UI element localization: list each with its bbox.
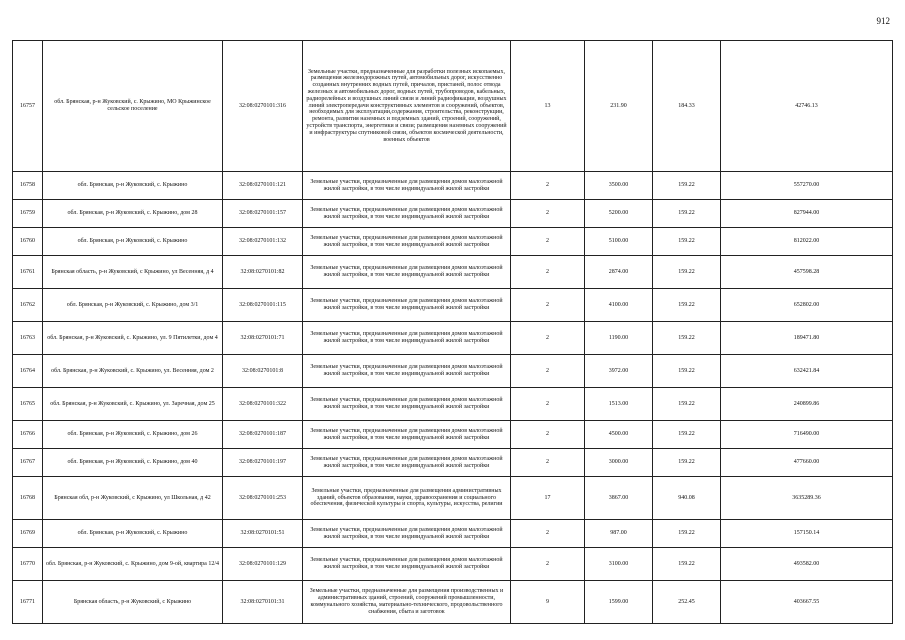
table-row [13, 548, 893, 581]
land-use-cell: Земельные участки, предназначенные для размещения производственных и административных зданий, строений, сооружений промышленности, коммунального хозяйства, материально-технического, продовольственного снабжения, сбыта и заготовок [303, 581, 511, 624]
land-use-cell: Земельные участки, предназначенные для размещения домов малоэтажной жилой застройки, в том числе индивидуальной жилой застройки [303, 256, 511, 289]
specific-value-cell: 159.22 [653, 388, 721, 421]
land-use-cell: Земельные участки, предназначенные для размещения домов малоэтажной жилой застройки, в том числе индивидуальной жилой застройки [303, 520, 511, 548]
specific-value-cell: 159.22 [653, 421, 721, 449]
land-use-cell: Земельные участки, предназначенные для размещения домов малоэтажной жилой застройки, в том числе индивидуальной жилой застройки [303, 355, 511, 388]
specific-value-cell: 159.22 [653, 449, 721, 477]
row-id-cell: 16760 [13, 228, 43, 256]
table-row [13, 41, 893, 172]
cadastral-number-cell: 32:08:0270101:129 [223, 548, 303, 581]
area-cell: 3500.00 [585, 172, 653, 200]
cadastral-number-cell: 32:08:0270101:187 [223, 421, 303, 449]
use-code-cell: 2 [511, 289, 585, 322]
land-use-cell: Земельные участки, предназначенные для размещения домов малоэтажной жилой застройки, в том числе индивидуальной жилой застройки [303, 421, 511, 449]
cadastral-value-cell: 157150.14 [721, 520, 893, 548]
area-cell: 3000.00 [585, 449, 653, 477]
specific-value-cell: 184.33 [653, 41, 721, 172]
area-cell: 5200.00 [585, 200, 653, 228]
table-row [13, 256, 893, 289]
cadastral-value-cell: 42746.13 [721, 41, 893, 172]
cadastral-number-cell: 32:08:0270101:316 [223, 41, 303, 172]
use-code-cell: 2 [511, 388, 585, 421]
address-cell: обл. Брянская, р-н Жуковский, с. Крыжино [43, 228, 223, 256]
use-code-cell: 17 [511, 477, 585, 520]
use-code-cell: 2 [511, 548, 585, 581]
area-cell: 1513.00 [585, 388, 653, 421]
row-id-cell: 16770 [13, 548, 43, 581]
row-id-cell: 16757 [13, 41, 43, 172]
use-code-cell: 2 [511, 355, 585, 388]
specific-value-cell: 159.22 [653, 228, 721, 256]
area-cell: 5100.00 [585, 228, 653, 256]
cadastral-value-cell: 189471.80 [721, 322, 893, 355]
row-id-cell: 16766 [13, 421, 43, 449]
cadastral-value-cell: 3635289.36 [721, 477, 893, 520]
area-cell: 987.00 [585, 520, 653, 548]
cadastral-value-cell: 403667.55 [721, 581, 893, 624]
area-cell: 1599.00 [585, 581, 653, 624]
area-cell: 1190.00 [585, 322, 653, 355]
use-code-cell: 2 [511, 256, 585, 289]
specific-value-cell: 159.22 [653, 548, 721, 581]
row-id-cell: 16762 [13, 289, 43, 322]
area-cell: 2874.00 [585, 256, 653, 289]
land-use-cell: Земельные участки, предназначенные для размещения домов малоэтажной жилой застройки, в том числе индивидуальной жилой застройки [303, 322, 511, 355]
use-code-cell: 2 [511, 322, 585, 355]
specific-value-cell: 940.08 [653, 477, 721, 520]
cadastral-number-cell: 32:08:0270101:253 [223, 477, 303, 520]
cadastral-number-cell: 32:08:0270101:71 [223, 322, 303, 355]
table-row [13, 477, 893, 520]
row-id-cell: 16765 [13, 388, 43, 421]
cadastral-number-cell: 32:08:0270101:157 [223, 200, 303, 228]
cadastral-number-cell: 32:08:0270101:82 [223, 256, 303, 289]
use-code-cell: 2 [511, 172, 585, 200]
row-id-cell: 16769 [13, 520, 43, 548]
address-cell: Брянская область, р-н Жуковский, с Крыжино [43, 581, 223, 624]
area-cell: 3100.00 [585, 548, 653, 581]
row-id-cell: 16759 [13, 200, 43, 228]
use-code-cell: 9 [511, 581, 585, 624]
use-code-cell: 13 [511, 41, 585, 172]
specific-value-cell: 159.22 [653, 256, 721, 289]
cadastral-value-cell: 240899.86 [721, 388, 893, 421]
table-row [13, 322, 893, 355]
land-use-cell: Земельные участки, предназначенные для разработки полезных ископаемых, размещения железнодорожных путей, автомобильных дорог, искусственно созданных внутренних водных путей, причалов, пристаней, полос отвода железных и автомобильных дорог, водных путей, трубопроводов, кабельных, радиорелейных и воздушных линий связи и линий радиофикации, воздушных линий электропередачи конструктивных элементов и сооружений, объектов, необходимых для эксплуатации,содержания, строительства, реконструкции, ремонта, развития наземных и подземных зданий, строений, сооружений, устройств транспорта, энергетики и связи; размещения наземных сооружений и инфраструктуры спутниковой связи, объектов космической деятельности, военных объектов [303, 41, 511, 172]
address-cell: Брянская область, р-н Жуковский, с Крыжино, ул Весенняя, д 4 [43, 256, 223, 289]
specific-value-cell: 159.22 [653, 289, 721, 322]
cadastral-value-cell: 493582.00 [721, 548, 893, 581]
address-cell: обл. Брянская, р-н Жуковский, с. Крыжино, дом 9-ой, квартира 12/4 [43, 548, 223, 581]
row-id-cell: 16763 [13, 322, 43, 355]
cadastral-value-cell: 812022.00 [721, 228, 893, 256]
cadastral-number-cell: 32:08:0270101:115 [223, 289, 303, 322]
land-use-cell: Земельные участки, предназначенные для размещения домов малоэтажной жилой застройки, в том числе индивидуальной жилой застройки [303, 172, 511, 200]
row-id-cell: 16767 [13, 449, 43, 477]
specific-value-cell: 159.22 [653, 520, 721, 548]
cadastral-value-cell: 557270.00 [721, 172, 893, 200]
use-code-cell: 2 [511, 200, 585, 228]
specific-value-cell: 252.45 [653, 581, 721, 624]
table-row [13, 581, 893, 624]
use-code-cell: 2 [511, 520, 585, 548]
use-code-cell: 2 [511, 449, 585, 477]
land-use-cell: Земельные участки, предназначенные для размещения домов малоэтажной жилой застройки, в том числе индивидуальной жилой застройки [303, 228, 511, 256]
use-code-cell: 2 [511, 421, 585, 449]
row-id-cell: 16758 [13, 172, 43, 200]
area-cell: 3867.00 [585, 477, 653, 520]
address-cell: обл. Брянская, р-н Жуковский, с. Крыжино [43, 520, 223, 548]
cadastral-value-cell: 632421.84 [721, 355, 893, 388]
cadastral-value-cell: 652802.00 [721, 289, 893, 322]
land-use-cell: Земельные участки, предназначенные для размещения домов малоэтажной жилой застройки, в том числе индивидуальной жилой застройки [303, 388, 511, 421]
address-cell: обл. Брянская, р-н Жуковский, с. Крыжино, ул. Заречная, дом 25 [43, 388, 223, 421]
land-use-cell: Земельные участки, предназначенные для размещения административных зданий, объектов образования, науки, здравоохранения и социального обеспечения, физической культуры и спорта, культуры, искусства, религии [303, 477, 511, 520]
use-code-cell: 2 [511, 228, 585, 256]
land-use-cell: Земельные участки, предназначенные для размещения домов малоэтажной жилой застройки, в том числе индивидуальной жилой застройки [303, 548, 511, 581]
area-cell: 231.90 [585, 41, 653, 172]
table-row [13, 421, 893, 449]
land-use-cell: Земельные участки, предназначенные для размещения домов малоэтажной жилой застройки, в том числе индивидуальной жилой застройки [303, 289, 511, 322]
address-cell: обл. Брянская, р-н Жуковский, с. Крыжино, дом 40 [43, 449, 223, 477]
cadastral-number-cell: 32:08:0270101:51 [223, 520, 303, 548]
address-cell: обл. Брянская, р-н Жуковский, с. Крыжино, ул. Весенняя, дом 2 [43, 355, 223, 388]
cadastral-number-cell: 32:08:0270101:31 [223, 581, 303, 624]
address-cell: обл. Брянская, р-н Жуковский, с. Крыжино, дом 28 [43, 200, 223, 228]
cadastral-value-table [12, 40, 893, 624]
table-row [13, 200, 893, 228]
cadastral-value-cell: 477660.00 [721, 449, 893, 477]
specific-value-cell: 159.22 [653, 172, 721, 200]
page-number: 912 [876, 16, 890, 26]
address-cell: обл. Брянская, р-н Жуковский, с. Крыжино, ул. 9 Пятилетки, дом 4 [43, 322, 223, 355]
table-row [13, 388, 893, 421]
address-cell: Брянская обл, р-н Жуковский, с Крыжино, ул Школьная, д 42 [43, 477, 223, 520]
table-row [13, 228, 893, 256]
specific-value-cell: 159.22 [653, 355, 721, 388]
cadastral-number-cell: 32:08:0270101:132 [223, 228, 303, 256]
row-id-cell: 16771 [13, 581, 43, 624]
area-cell: 4100.00 [585, 289, 653, 322]
cadastral-number-cell: 32:08:0270101:121 [223, 172, 303, 200]
address-cell: обл. Брянская, р-н Жуковский, с. Крыжино, дом 26 [43, 421, 223, 449]
cadastral-number-cell: 32:08:0270101:322 [223, 388, 303, 421]
row-id-cell: 16761 [13, 256, 43, 289]
cadastral-number-cell: 32:08:0270101:197 [223, 449, 303, 477]
cadastral-value-cell: 716490.00 [721, 421, 893, 449]
table-row [13, 289, 893, 322]
row-id-cell: 16764 [13, 355, 43, 388]
cadastral-value-cell: 457598.28 [721, 256, 893, 289]
address-cell: обл. Брянская, р-н Жуковский, с. Крыжино, МО Крыжинское сельское поселение [43, 41, 223, 172]
specific-value-cell: 159.22 [653, 322, 721, 355]
address-cell: обл. Брянская, р-н Жуковский, с. Крыжино [43, 172, 223, 200]
table-row [13, 355, 893, 388]
land-use-cell: Земельные участки, предназначенные для размещения домов малоэтажной жилой застройки, в том числе индивидуальной жилой застройки [303, 200, 511, 228]
area-cell: 4500.00 [585, 421, 653, 449]
table-row [13, 520, 893, 548]
table-row [13, 172, 893, 200]
address-cell: обл. Брянская, р-н Жуковский, с. Крыжино, дом 3/1 [43, 289, 223, 322]
table-row [13, 449, 893, 477]
cadastral-number-cell: 32:08:0270101:8 [223, 355, 303, 388]
cadastral-value-cell: 827944.00 [721, 200, 893, 228]
land-use-cell: Земельные участки, предназначенные для размещения домов малоэтажной жилой застройки, в том числе индивидуальной жилой застройки [303, 449, 511, 477]
specific-value-cell: 159.22 [653, 200, 721, 228]
row-id-cell: 16768 [13, 477, 43, 520]
area-cell: 3972.00 [585, 355, 653, 388]
